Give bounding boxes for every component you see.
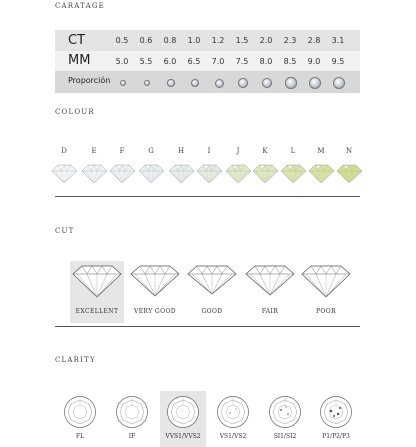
diamond-size-icon — [333, 77, 346, 90]
mm-value: 6.5 — [187, 57, 201, 66]
ct-value: 1.0 — [187, 36, 201, 45]
cut-grade-label: EXCELLENT — [75, 308, 119, 315]
diamond-size-icon — [167, 79, 175, 87]
diamond-size-icon — [120, 80, 126, 86]
ct-value: 0.8 — [163, 36, 177, 45]
ct-value: 0.5 — [115, 36, 129, 45]
clarity-grade-label: P1/P2/P3 — [322, 433, 350, 440]
colour-grade-label: D — [61, 147, 67, 155]
diamond-size-icon — [262, 78, 273, 89]
colour-diamond-icon — [51, 163, 78, 184]
mm-row — [55, 51, 360, 71]
colour-grade-label: K — [262, 147, 268, 155]
colour-grade-label: N — [345, 147, 353, 155]
ct-value: 2.0 — [259, 36, 273, 45]
clarity-diamond-icon — [115, 395, 149, 429]
clarity-diamond-icon — [268, 395, 302, 429]
diamond-size-icon — [285, 77, 296, 88]
clarity-diamond-icon — [63, 395, 97, 429]
caratage-title: CARATAGE — [55, 2, 105, 10]
mm-value: 9.0 — [307, 57, 321, 66]
clarity-grade-label: FL — [75, 433, 85, 440]
clarity-diamond-icon — [319, 395, 353, 429]
mm-value: 5.0 — [115, 57, 129, 66]
diamond-size-icon — [215, 79, 224, 88]
colour-title: COLOUR — [55, 108, 95, 116]
colour-grade-label: I — [207, 147, 211, 155]
mm-value: 5.5 — [139, 57, 153, 66]
colour-diamond-icon — [81, 163, 108, 184]
colour-grade-label: M — [317, 147, 325, 155]
colour-diamond-icon — [196, 163, 223, 184]
mm-value: 7.5 — [235, 57, 249, 66]
ct-value: 3.1 — [331, 36, 345, 45]
ct-value: 1.5 — [235, 36, 249, 45]
mm-value: 8.0 — [259, 57, 273, 66]
ct-row — [55, 30, 360, 51]
cut-grade-label: POOR — [316, 308, 336, 315]
clarity-diamond-icon — [216, 395, 250, 429]
mm-value: 8.5 — [283, 57, 297, 66]
colour-grade-label: J — [236, 147, 240, 155]
colour-grade-label: E — [91, 147, 97, 155]
cut-diamond-icon — [72, 264, 122, 298]
colour-grade-label: F — [119, 147, 125, 155]
mm-value: 7.0 — [211, 57, 225, 66]
diamond-size-icon — [191, 79, 199, 87]
diamond-size-icon — [144, 80, 151, 87]
colour-diamond-icon — [109, 163, 136, 184]
clarity-title: CLARITY — [55, 356, 96, 364]
mm-value: 6.0 — [163, 57, 177, 66]
colour-grade-label: H — [177, 147, 185, 155]
cut-diamond-icon — [301, 264, 351, 298]
ct-value: 1.2 — [211, 36, 225, 45]
cut-grade-label: VERY GOOD — [134, 308, 176, 315]
cut-diamond-icon — [130, 264, 180, 298]
proportion-row — [55, 71, 360, 93]
clarity-diamond-icon — [166, 395, 200, 429]
colour-diamond-icon — [336, 163, 363, 184]
ct-label: CT — [68, 33, 86, 48]
mm-label: MM — [68, 53, 91, 68]
clarity-grade-label: VVS1/VVS2 — [165, 433, 201, 440]
colour-diamond-icon — [168, 163, 195, 184]
mm-value: 9.5 — [331, 57, 345, 66]
cut-grade-label: FAIR — [261, 308, 279, 315]
caratage-table — [55, 30, 360, 93]
cut-grade-label: GOOD — [201, 308, 223, 315]
cut-diamond-icon — [187, 264, 237, 298]
colour-diamond-icon — [280, 163, 307, 184]
diamond-size-icon — [309, 77, 321, 89]
ct-value: 2.8 — [307, 36, 321, 45]
colour-grade-label: G — [148, 147, 154, 155]
colour-diamond-icon — [225, 163, 252, 184]
clarity-grade-label: VS1/VS2 — [219, 433, 247, 440]
colour-diamond-icon — [138, 163, 165, 184]
colour-diamond-icon — [252, 163, 279, 184]
cut-divider — [55, 326, 360, 327]
clarity-grade-label: IF — [128, 433, 136, 440]
ct-value: 2.3 — [283, 36, 297, 45]
cut-title: CUT — [55, 227, 75, 235]
colour-divider — [55, 196, 360, 197]
diamond-size-icon — [238, 78, 248, 88]
cut-diamond-icon — [245, 264, 295, 298]
clarity-grade-label: SI1/SI2 — [273, 433, 297, 440]
colour-grade-label: L — [290, 147, 296, 155]
proportion-label: Proporción — [68, 76, 111, 85]
colour-diamond-icon — [308, 163, 335, 184]
ct-value: 0.6 — [139, 36, 153, 45]
